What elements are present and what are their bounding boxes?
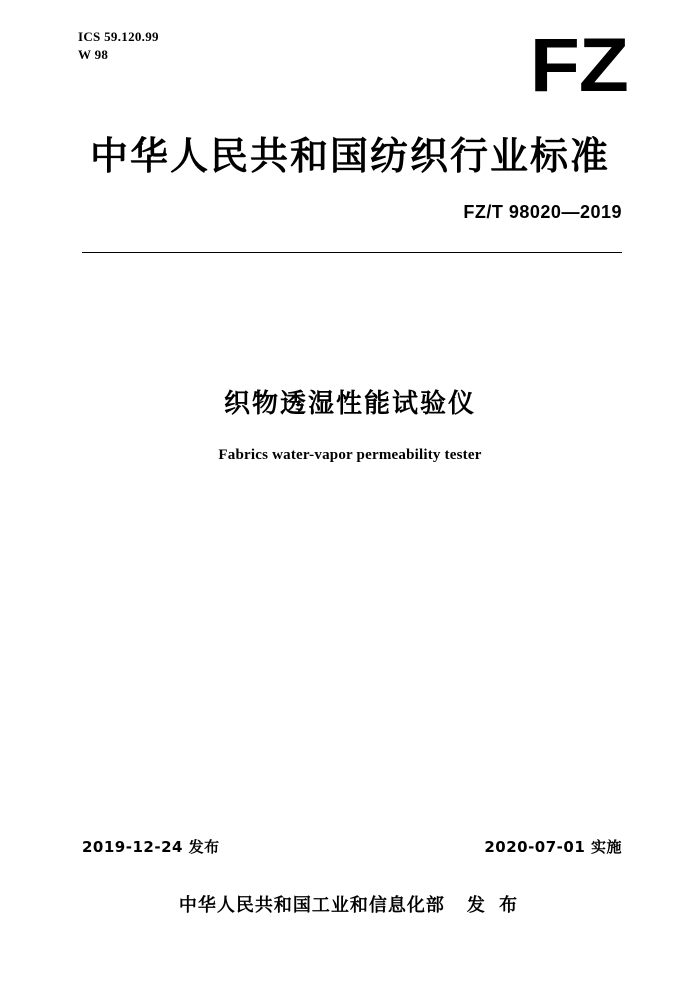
fz-logo: FZ [529,23,628,108]
document-title-en: Fabrics water-vapor permeability tester [218,447,482,463]
ics-block [78,28,159,63]
footer-issuer [0,891,700,917]
document-title-cn: 织物透湿性能试验仪 [223,389,476,419]
issue-date: 2019-12-24 发布 [82,838,220,856]
effective-date: 2020-07-01 实施 [484,838,622,856]
header-divider [82,252,622,253]
ics-code: ICS 59.120.99 [78,29,159,44]
issuer-name: 中华人民共和国工业和信息化部 [178,895,445,916]
standard-series-title: 中华人民共和国纺织行业标准 [89,134,610,178]
classification-code: W 98 [78,46,109,62]
standard-number: FZ/T 98020—2019 [463,202,622,222]
footer-dates [82,836,622,857]
issuer-suffix: 发 布 [466,895,522,916]
